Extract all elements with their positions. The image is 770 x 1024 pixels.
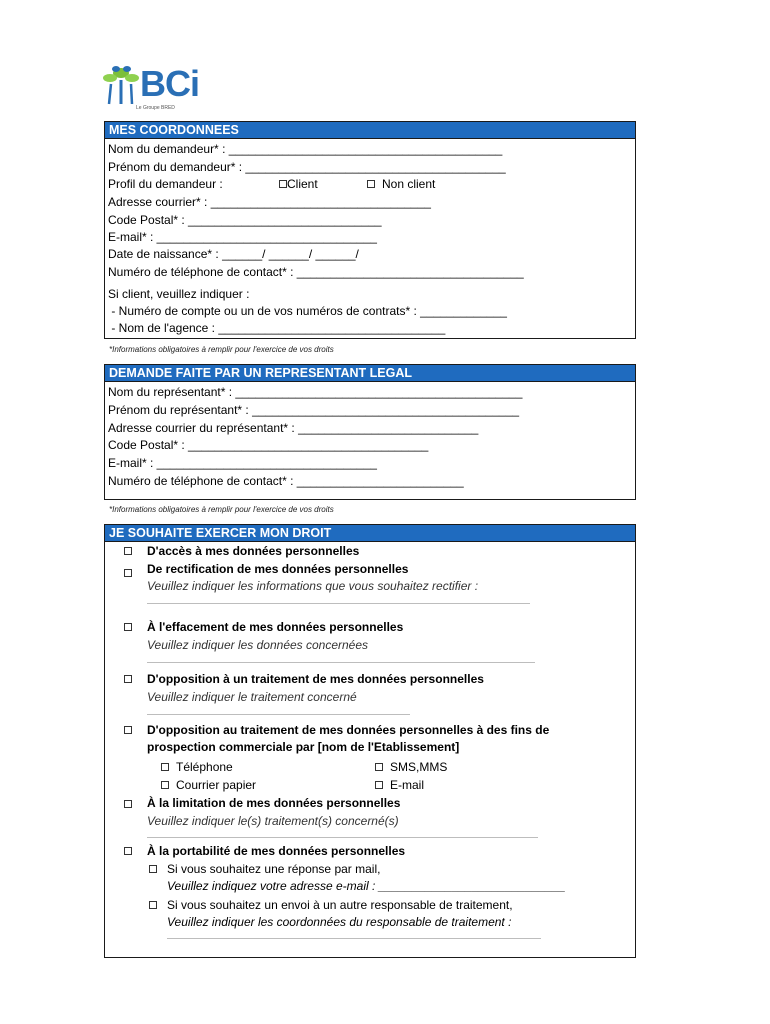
field-code-postal-representant[interactable]: Code Postal* : ____________________________________: [108, 438, 429, 452]
field-nom-demandeur[interactable]: Nom du demandeur* : _________________________________________: [108, 142, 503, 156]
hint-limitation: Veuillez indiquer le(s) traitement(s) concerné(s): [147, 814, 399, 828]
label-sms: SMS,MMS: [390, 760, 448, 774]
section-coordonnees: [104, 121, 636, 339]
field-adresse-mail[interactable]: Veuillez indiquez votre adresse e-mail : ____________________________: [167, 879, 566, 893]
checkbox-email[interactable]: [375, 781, 383, 789]
checkbox-courrier[interactable]: [161, 781, 169, 789]
field-date-naissance[interactable]: Date de naissance* : ______/ ______/ ______/: [108, 247, 359, 261]
option-limitation: À la limitation de mes données personnelles: [147, 796, 401, 810]
answer-line[interactable]: [147, 662, 535, 663]
option-effacement: À l'effacement de mes données personnelles: [147, 620, 404, 634]
logo-text: BCi: [140, 63, 199, 104]
checkbox-effacement[interactable]: [124, 623, 132, 631]
hint-effacement: Veuillez indiquer les données concernées: [147, 638, 369, 652]
checkbox-telephone[interactable]: [161, 763, 169, 771]
field-adresse-representant[interactable]: Adresse courrier du représentant* : ___________________________: [108, 421, 479, 435]
option-opposition: D'opposition à un traitement de mes données personnelles: [147, 672, 484, 686]
logo: [100, 64, 210, 114]
checkbox-non-client[interactable]: [367, 180, 375, 188]
field-prenom-demandeur[interactable]: Prénom du demandeur* : _______________________________________: [108, 160, 506, 174]
field-nom-agence[interactable]: - Nom de l'agence : __________________________________: [108, 321, 446, 335]
field-numero-compte[interactable]: - Numéro de compte ou un de vos numéros de contrats* : _____________: [108, 304, 507, 318]
label-courrier: Courrier papier: [176, 778, 257, 792]
section-droits: [104, 524, 636, 958]
option-portabilite: À la portabilité de mes données personnelles: [147, 844, 406, 858]
label-telephone: Téléphone: [176, 760, 233, 774]
checkbox-limitation[interactable]: [124, 800, 132, 808]
field-adresse[interactable]: Adresse courrier* : _________________________________: [108, 195, 431, 209]
label-non-client: Non client: [382, 177, 436, 191]
option-reponse-mail: Si vous souhaitez une réponse par mail,: [167, 862, 381, 876]
option-acces: D'accès à mes données personnelles: [147, 544, 360, 558]
field-profil-label: Profil du demandeur :: [108, 177, 223, 191]
logo-tagline: Le Groupe BRED: [136, 105, 175, 111]
section-representant: [104, 364, 636, 500]
label-client: Client: [287, 177, 318, 191]
option-rectification: De rectification de mes données personnelles: [147, 562, 409, 576]
field-code-postal[interactable]: Code Postal* : _____________________________: [108, 213, 382, 227]
option-prospection-line2: prospection commerciale par [nom de l'Etablissement]: [147, 740, 460, 754]
label-email: E-mail: [390, 778, 425, 792]
checkbox-acces[interactable]: [124, 547, 132, 555]
option-envoi-responsable: Si vous souhaitez un envoi à un autre responsable de traitement,: [167, 898, 513, 912]
field-email-representant[interactable]: E-mail* : _________________________________: [108, 456, 377, 470]
mandatory-note: *Informations obligatoires à remplir pour l'exercice de vos droits: [109, 505, 334, 514]
answer-line[interactable]: [147, 714, 410, 715]
field-prenom-representant[interactable]: Prénom du représentant* : ________________________________________: [108, 403, 520, 417]
section-title: MES COORDONNEES: [105, 122, 635, 139]
palm-tree-icon: [100, 64, 142, 106]
section-title: JE SOUHAITE EXERCER MON DROIT: [105, 525, 635, 542]
field-telephone-representant[interactable]: Numéro de téléphone de contact* : _________________________: [108, 474, 464, 488]
answer-line[interactable]: [147, 603, 530, 604]
hint-opposition: Veuillez indiquer le traitement concerné: [147, 690, 357, 704]
checkbox-sms[interactable]: [375, 763, 383, 771]
answer-line[interactable]: [167, 938, 541, 939]
checkbox-portabilite[interactable]: [124, 847, 132, 855]
checkbox-envoi-responsable[interactable]: [149, 901, 157, 909]
answer-line[interactable]: [147, 837, 538, 838]
checkbox-rectification[interactable]: [124, 569, 132, 577]
mandatory-note: *Informations obligatoires à remplir pour l'exercice de vos droits: [109, 345, 334, 354]
checkbox-opposition[interactable]: [124, 675, 132, 683]
field-nom-representant[interactable]: Nom du représentant* : ___________________________________________: [108, 385, 523, 399]
client-instructions: Si client, veuillez indiquer :: [108, 287, 250, 301]
checkbox-client[interactable]: [279, 180, 287, 188]
hint-envoi-responsable: Veuillez indiquer les coordonnées du responsable de traitement :: [167, 915, 512, 929]
option-prospection-line1: D'opposition au traitement de mes données personnelles à des fins de: [147, 723, 550, 737]
section-title: DEMANDE FAITE PAR UN REPRESENTANT LEGAL: [105, 365, 635, 382]
checkbox-reponse-mail[interactable]: [149, 865, 157, 873]
field-email[interactable]: E-mail* : _________________________________: [108, 230, 377, 244]
field-telephone[interactable]: Numéro de téléphone de contact* : __________________________________: [108, 265, 524, 279]
hint-rectification: Veuillez indiquer les informations que vous souhaitez rectifier :: [147, 579, 479, 593]
checkbox-prospection[interactable]: [124, 726, 132, 734]
